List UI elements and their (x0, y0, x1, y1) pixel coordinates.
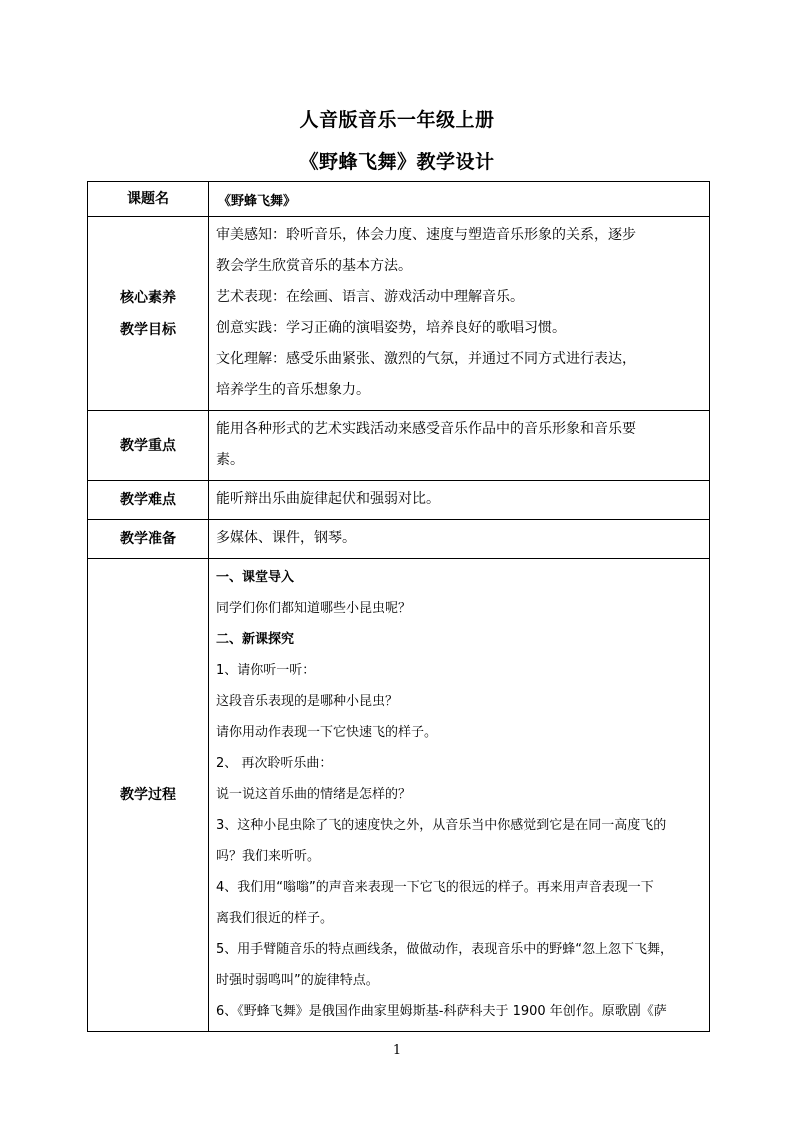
difficulties-label: 教学难点 (88, 481, 209, 520)
key-points-content (209, 411, 710, 481)
key-points-line: 素。 (216, 452, 244, 468)
preparation-label: 教学准备 (88, 520, 209, 559)
process-line: 6、《野蜂飞舞》是俄国作曲家里姆斯基-科萨科夫于 1900 年创作。原歌剧《萨 (216, 1004, 667, 1019)
page-number: 1 (392, 1043, 402, 1058)
process-line: 请你用动作表现一下它快速飞的样子。 (216, 725, 438, 740)
goals-line: 教会学生欣赏音乐的基本方法。 (216, 258, 412, 274)
process-line: 2、 再次聆听乐曲： (216, 756, 333, 771)
table-row-key-points (88, 411, 710, 481)
goals-line: 审美感知：聆听音乐，体会力度、速度与塑造音乐形象的关系，逐步 (216, 227, 636, 243)
process-content (209, 559, 710, 1032)
process-line: 同学们你们都知道哪些小昆虫呢？ (216, 601, 412, 616)
process-line: 这段音乐表现的是哪种小昆虫？ (216, 694, 399, 709)
difficulties-value: 能听辩出乐曲旋律起伏和强弱对比。 (216, 491, 440, 507)
preparation-value: 多媒体、课件，钢琴。 (216, 530, 356, 546)
table-row-difficulties (88, 481, 710, 520)
table-row-goals (88, 217, 710, 411)
process-line: 离我们很近的样子。 (216, 911, 334, 926)
process-line: 说一说这首乐曲的情绪是怎样的？ (216, 787, 412, 802)
goals-label (88, 217, 209, 411)
goals-label-line1: 核心素养 (120, 289, 176, 306)
document-title: 人音版音乐一年级上册 (299, 109, 495, 131)
goals-line: 创意实践：学习正确的演唱姿势，培养良好的歌唱习惯。 (216, 320, 566, 336)
goals-line: 培养学生的音乐想象力。 (216, 382, 370, 398)
lesson-plan-table (87, 181, 710, 1032)
table-row-process (88, 559, 710, 1032)
process-line: 吗？我们来听听。 (216, 849, 321, 864)
preparation-content (209, 520, 710, 559)
process-line: 3、这种小昆虫除了飞的速度快之外，从音乐当中你感觉到它是在同一高度飞的 (216, 818, 667, 833)
goals-line: 艺术表现：在绘画、语言、游戏活动中理解音乐。 (216, 289, 524, 305)
table-row-topic (88, 182, 710, 217)
key-points-label: 教学重点 (88, 411, 209, 481)
topic-label: 课题名 (88, 182, 209, 217)
goals-label-line2: 教学目标 (120, 321, 176, 338)
document-subtitle: 《野蜂飞舞》教学设计 (299, 151, 495, 173)
process-line: 5、用手臂随音乐的特点画线条，做做动作，表现音乐中的野蜂“忽上忽下飞舞， (216, 942, 674, 957)
process-heading: 二、新课探究 (216, 632, 295, 647)
process-label: 教学过程 (88, 559, 209, 1032)
key-points-line: 能用各种形式的艺术实践活动来感受音乐作品中的音乐形象和音乐要 (216, 421, 636, 437)
process-heading: 一、课堂导入 (216, 570, 295, 585)
table-row-preparation (88, 520, 710, 559)
topic-value: 《野蜂飞舞》 (209, 182, 710, 217)
difficulties-content (209, 481, 710, 520)
goals-content (209, 217, 710, 411)
process-line: 1、请你听一听： (216, 663, 316, 678)
process-line: 时强时弱鸣叫”的旋律特点。 (216, 973, 379, 988)
goals-line: 文化理解：感受乐曲紧张、激烈的气氛，并通过不同方式进行表达， (216, 351, 636, 367)
process-line: 4、我们用“嗡嗡”的声音来表现一下它飞的很远的样子。再来用声音表现一下 (216, 880, 654, 895)
